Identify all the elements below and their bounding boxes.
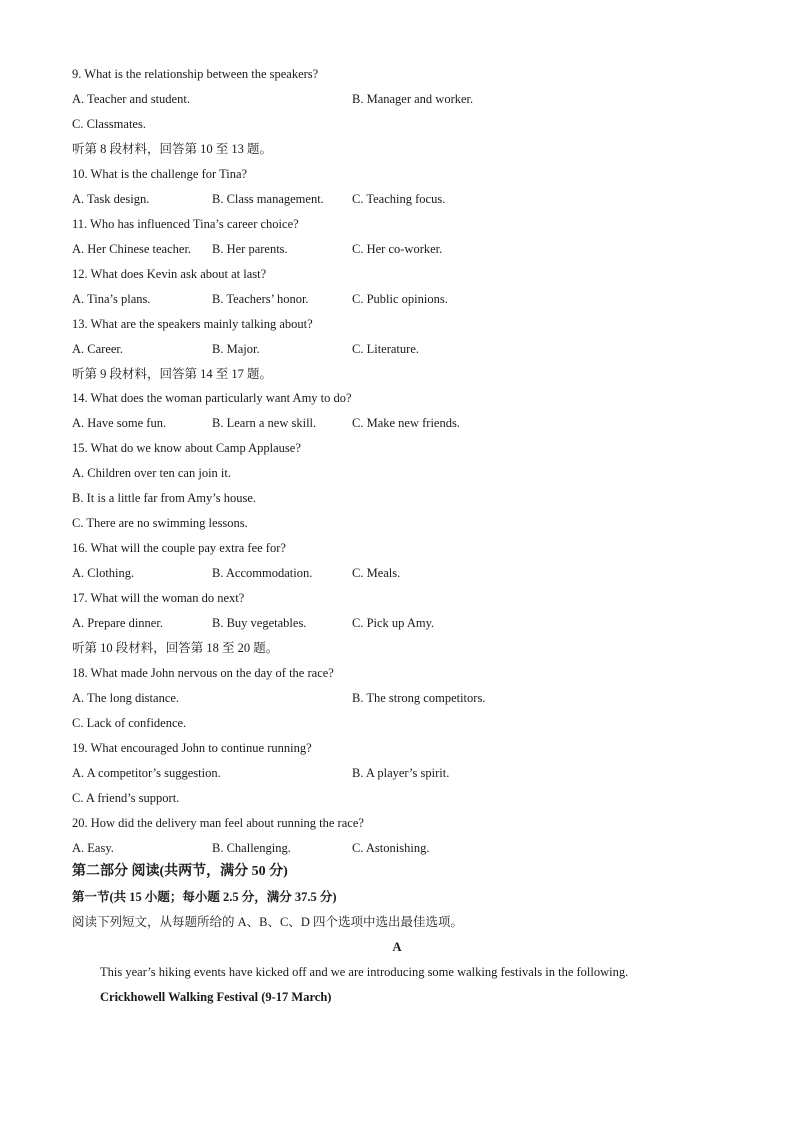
question-11-option-c: C. Her co-worker. xyxy=(352,242,443,256)
question-16-option-c: C. Meals. xyxy=(352,566,401,580)
question-15-option-b: B. It is a little far from Amy’s house. xyxy=(72,491,257,505)
question-10-option-b: B. Class management. xyxy=(212,192,324,206)
question-11-option-b: B. Her parents. xyxy=(212,242,288,256)
passage-subheading: Crickhowell Walking Festival (9-17 March) xyxy=(100,990,332,1004)
question-14-option-a: A. Have some fun. xyxy=(72,416,167,430)
question-18-option-b: B. The strong competitors. xyxy=(352,691,486,705)
section-10-instruction: 听第 10 段材料，回答第 18 至 20 题。 xyxy=(72,641,279,655)
question-19-stem: 19. What encouraged John to continue running? xyxy=(72,741,312,755)
question-12-stem: 12. What does Kevin ask about at last? xyxy=(72,267,267,281)
question-13-option-b: B. Major. xyxy=(212,342,260,356)
section-9-instruction: 听第 9 段材料，回答第 14 至 17 题。 xyxy=(72,367,273,381)
question-9-option-c: C. Classmates. xyxy=(72,117,146,131)
question-20-stem: 20. How did the delivery man feel about running the race? xyxy=(72,816,364,830)
question-15-option-a: A. Children over ten can join it. xyxy=(72,466,231,480)
question-17-option-a: A. Prepare dinner. xyxy=(72,616,163,630)
question-12-option-b: B. Teachers’ honor. xyxy=(212,292,309,306)
question-20-option-b: B. Challenging. xyxy=(212,841,291,855)
question-20-option-a: A. Easy. xyxy=(72,841,114,855)
question-14-stem: 14. What does the woman particularly want Amy to do? xyxy=(72,391,352,405)
question-16-stem: 16. What will the couple pay extra fee for? xyxy=(72,541,286,555)
question-9-option-a: A. Teacher and student. xyxy=(72,92,190,106)
section-8-instruction: 听第 8 段材料，回答第 10 至 13 题。 xyxy=(72,142,273,156)
passage-label: A xyxy=(392,940,402,954)
question-15-stem: 15. What do we know about Camp Applause? xyxy=(72,441,301,455)
part-2-section-1-heading: 第一节(共 15 小题；每小题 2.5 分，满分 37.5 分) xyxy=(72,890,337,904)
passage-intro: This year’s hiking events have kicked off and we are introducing some walking festivals in the following. xyxy=(100,965,629,979)
question-19-option-c: C. A friend’s support. xyxy=(72,791,180,805)
question-13-option-a: A. Career. xyxy=(72,342,124,356)
question-12-option-c: C. Public opinions. xyxy=(352,292,448,306)
question-18-option-a: A. The long distance. xyxy=(72,691,180,705)
question-9-stem: 9. What is the relationship between the speakers? xyxy=(72,67,319,81)
part-2-instruction: 阅读下列短文，从每题所给的 A、B、C、D 四个选项中选出最佳选项。 xyxy=(72,915,463,929)
question-10-stem: 10. What is the challenge for Tina? xyxy=(72,167,248,181)
question-14-option-b: B. Learn a new skill. xyxy=(212,416,317,430)
question-12-option-a: A. Tina’s plans. xyxy=(72,292,151,306)
question-20-option-c: C. Astonishing. xyxy=(352,841,430,855)
question-14-option-c: C. Make new friends. xyxy=(352,416,460,430)
question-10-option-a: A. Task design. xyxy=(72,192,150,206)
question-15-option-c: C. There are no swimming lessons. xyxy=(72,516,248,530)
question-11-stem: 11. Who has influenced Tina’s career choice? xyxy=(72,217,299,231)
question-13-stem: 13. What are the speakers mainly talking about? xyxy=(72,317,313,331)
question-11-option-a: A. Her Chinese teacher. xyxy=(72,242,192,256)
part-2-title: 第二部分 阅读(共两节，满分 50 分) xyxy=(72,864,288,879)
question-19-option-b: B. A player’s spirit. xyxy=(352,766,450,780)
question-18-option-c: C. Lack of confidence. xyxy=(72,716,187,730)
question-13-option-c: C. Literature. xyxy=(352,342,419,356)
question-16-option-a: A. Clothing. xyxy=(72,566,135,580)
question-17-stem: 17. What will the woman do next? xyxy=(72,591,245,605)
question-17-option-b: B. Buy vegetables. xyxy=(212,616,307,630)
question-9-option-b: B. Manager and worker. xyxy=(352,92,474,106)
question-17-option-c: C. Pick up Amy. xyxy=(352,616,435,630)
question-19-option-a: A. A competitor’s suggestion. xyxy=(72,766,221,780)
question-10-option-c: C. Teaching focus. xyxy=(352,192,446,206)
question-18-stem: 18. What made John nervous on the day of the race? xyxy=(72,666,334,680)
question-16-option-b: B. Accommodation. xyxy=(212,566,313,580)
